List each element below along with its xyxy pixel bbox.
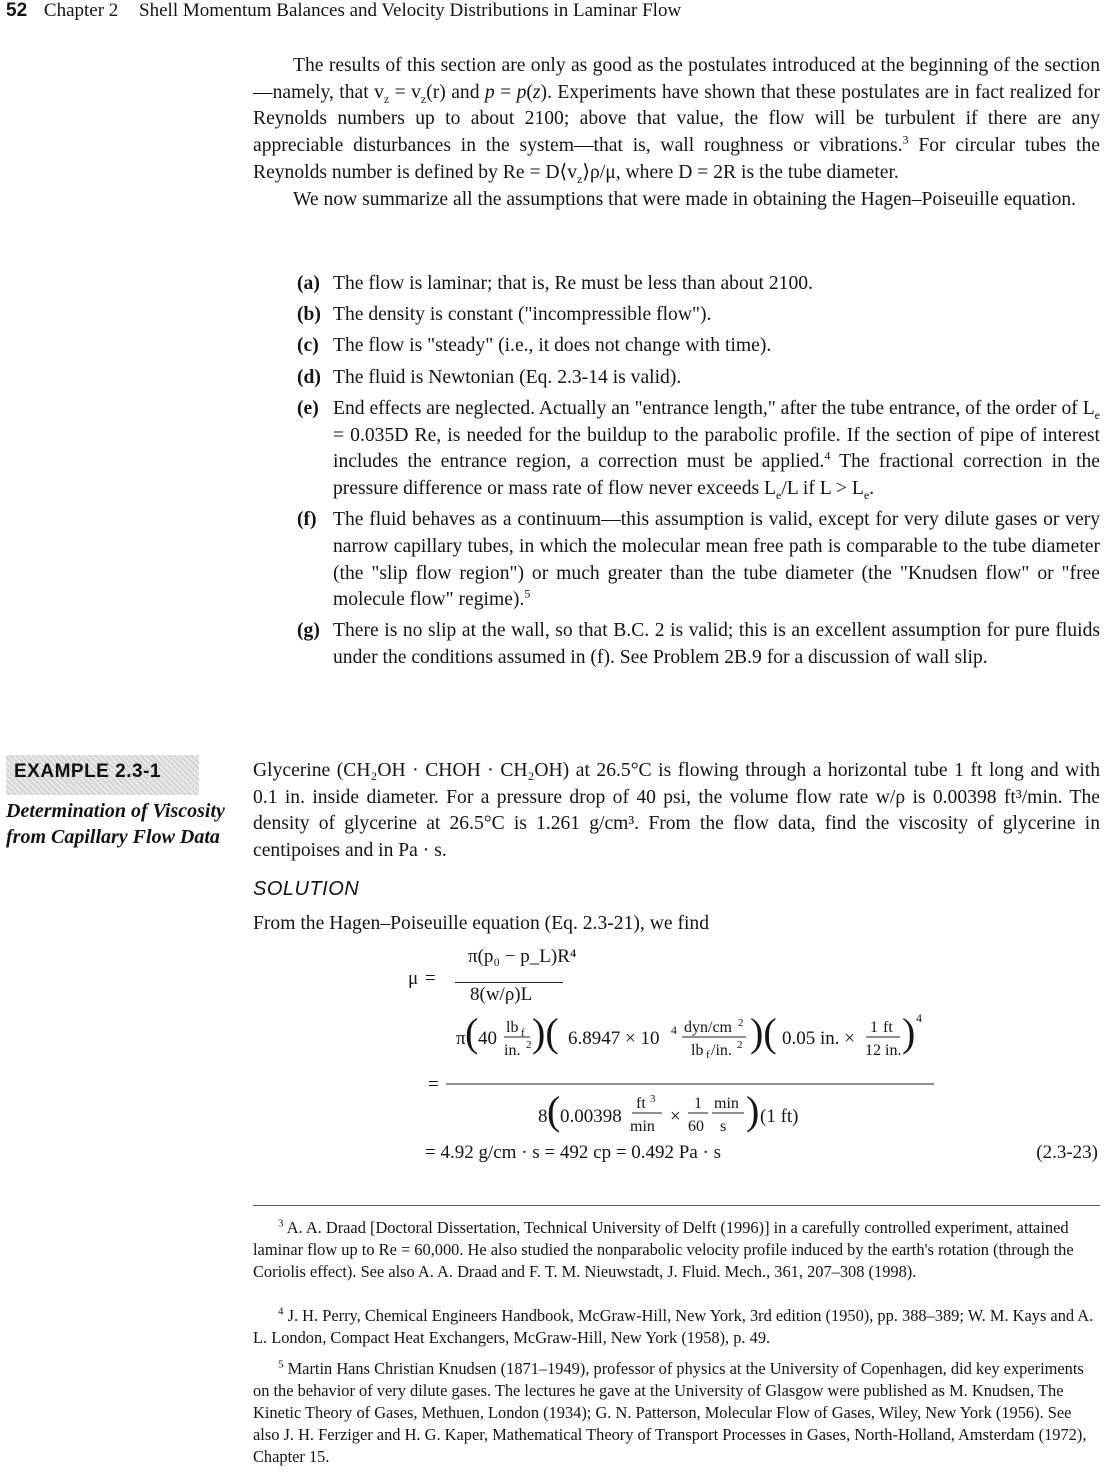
svg-text:=: = (428, 1074, 439, 1095)
page-number: 52 (6, 0, 28, 21)
svg-text:40: 40 (478, 1028, 497, 1049)
svg-text:2: 2 (737, 1039, 743, 1051)
svg-text:4: 4 (671, 1023, 677, 1037)
assumption-item: (d) The fluid is Newtonian (Eq. 2.3-14 is valid). (297, 366, 682, 388)
running-header (6, 0, 681, 26)
solution-heading: SOLUTION (253, 878, 360, 900)
equation-result: = 4.92 g/cm · s = 492 cp = 0.492 Pa · s (425, 1142, 722, 1163)
svg-text:0.00398: 0.00398 (560, 1106, 622, 1127)
svg-text:(: ( (465, 1010, 479, 1055)
svg-text:2: 2 (738, 1017, 744, 1029)
body-text (253, 53, 1100, 213)
chapter-label: Chapter 2 (43, 0, 119, 21)
svg-text:1: 1 (694, 1095, 702, 1112)
svg-text:12 in.: 12 in. (865, 1042, 902, 1059)
svg-text:4: 4 (916, 1011, 922, 1025)
footnote-5: $^5$ Martin Hans Christian Knudsen (1871–1949), professor of physics at the University of Copenhagen, did key experiments on the behavior of very dilute gases. The lectures he gave at the University of Glasgow were published as M. Knudsen, The Kinetic Theory of Gases, Methuen, London (1934); G. N. Patterson, Molecular Flow of Gases, Wiley, New York (1956). See also J. H. Ferziger and H. G. Kaper, Mathematical Theory of Transport Processes in Gases, North-Holland, Amsterdam (1972), Chapter 15. (253, 1358, 1087, 1466)
svg-text:/in.: /in. (711, 1042, 732, 1059)
svg-text:(1 ft): (1 ft) (760, 1106, 799, 1127)
equation-frac1-numerator: π(p₀ − p_L)R⁴ (468, 946, 577, 967)
svg-text:2: 2 (526, 1039, 532, 1051)
example-statement: Glycerine (CH₂OH · CHOH · CH₂OH) at 26.5°C is flowing through a horizontal tube 1 ft long and with 0.1 in. inside diameter. For a pressure drop of 40 psi, the volume flow rate w/ρ is 0.00398 ft³/min. The density of glycerine at 26.5°C is 1.261 g/cm³. From the flow data, find the viscosity of glycerine in centipoises and in Pa · s. (253, 760, 1100, 862)
svg-text:f: f (706, 1049, 710, 1061)
assumption-item: (b) The density is constant ("incompressible flow"). (297, 304, 712, 326)
example-label: EXAMPLE 2.3-1 (14, 761, 161, 782)
svg-text:(: ( (547, 1088, 561, 1133)
svg-text:1: 1 (870, 1019, 878, 1036)
svg-text:π: π (456, 1028, 466, 1049)
svg-text:8: 8 (538, 1106, 548, 1127)
svg-text:): ) (902, 1010, 916, 1055)
footnote-3: $^3$ A. A. Draad [Doctoral Dissertation, Technical University of Delft (1996)] in a carefully controlled experiment, attained laminar flow up to Re = 60,000. He also studied the nonparabolic velocity profile induced by the earth's rotation (through the Coriolis effect). See also A. A. Draad and F. T. M. Nieuwstadt, J. Fluid. Mech., 361, 207–308 (1998). (253, 1217, 1074, 1281)
solution-intro: From the Hagen–Poiseuille equation (Eq. 2.3-21), we find (253, 913, 710, 934)
svg-text:dyn/cm: dyn/cm (684, 1019, 732, 1036)
equation-number: (2.3-23) (1036, 1142, 1098, 1163)
svg-text:)(: )( (532, 1010, 559, 1055)
svg-text:s: s (720, 1118, 727, 1133)
assumption-item: (f) The fluid behaves as a continuum—this assumption is valid, except for very dilute gases or very narrow capillary tubes, in which the molecular mean free path is comparable to the tube diameter (the "slip flow region") or much greater than the tube diameter (the "Knudsen flow" or "free molecule flow" regime).$^5$ (297, 509, 1100, 611)
equation-frac1-denominator: 8(w/ρ)L (470, 984, 533, 1005)
footnote-rule (253, 1205, 1100, 1206)
svg-text:in.: in. (504, 1042, 521, 1059)
svg-text:lb: lb (506, 1019, 519, 1036)
assumption-item: (c) The flow is "steady" (i.e., it does not change with time). (297, 335, 772, 357)
paragraph-summary: We now summarize all the assumptions that were made in obtaining the Hagen–Poiseuille equation. (293, 188, 1077, 210)
assumption-item: (g) There is no slip at the wall, so that B.C. 2 is valid; this is an excellent assumption for pure fluids under the conditions assumed in (f). See Problem 2B.9 for a discussion of wall slip. (297, 620, 1100, 669)
equation-substitution (420, 1008, 960, 1133)
svg-text:ft: ft (636, 1095, 646, 1112)
fraction-bar (455, 982, 563, 983)
svg-text:ft: ft (883, 1019, 893, 1036)
assumption-item: (a) The flow is laminar; that is, Re must be less than about 2100. (297, 273, 813, 294)
paragraph-postulates: The results of this section are only as good as the postulates introduced at the beginning of the section—namely, that $v_z = v_z(r)$ and p = p(z). Experiments have shown that these postulates are in fact realized for Reynolds numbers up to about 2100; above that value, the flow will be turbulent if there are any appreciable disturbances in the system—that is, wall roughness or vibrations.$^3$ For circular tubes the Reynolds number is defined by $Re = D⟨v_z⟩\rho/\mu$, where D = 2R is the tube diameter. (253, 55, 1100, 186)
chapter-title: Shell Momentum Balances and Velocity Distributions in Laminar Flow (139, 0, 682, 21)
svg-text:)(: )( (750, 1010, 777, 1055)
example-title: Determination of Viscosity from Capillary Flow Data (6, 800, 225, 848)
svg-text:×: × (670, 1106, 681, 1127)
svg-text:): ) (746, 1088, 760, 1133)
svg-text:f: f (521, 1027, 525, 1039)
equation-mu: μ (408, 968, 419, 989)
svg-text:lb: lb (691, 1042, 704, 1059)
svg-text:60: 60 (688, 1118, 704, 1133)
svg-text:6.8947 × 10: 6.8947 × 10 (568, 1028, 660, 1049)
svg-text:min: min (714, 1095, 739, 1112)
svg-text:min: min (630, 1118, 655, 1133)
assumption-item: (e) End effects are neglected. Actually an "entrance length," after the tube entrance, of the order of $L_e = 0.035D$ Re, is needed for the buildup to the parabolic profile. If the section of pipe of interest includes the entrance region, a correction must be applied.$^4$ The fractional correction in the pressure difference or mass rate of flow never exceeds $L_e/L$ if $L > L_e$. (297, 397, 1101, 502)
footnote-4: $^4$ J. H. Perry, Chemical Engineers Handbook, McGraw-Hill, New York, 3rd edition (1950), pp. 388–389; W. M. Kays and A. L. London, Compact Heat Exchangers, McGraw-Hill, New York (1958), p. 49. (253, 1305, 1094, 1347)
assumption-list (297, 271, 1100, 676)
svg-text:0.05 in. ×: 0.05 in. × (782, 1028, 855, 1049)
footnote-ref-3: 3 (902, 132, 909, 147)
svg-text:3: 3 (650, 1093, 656, 1105)
